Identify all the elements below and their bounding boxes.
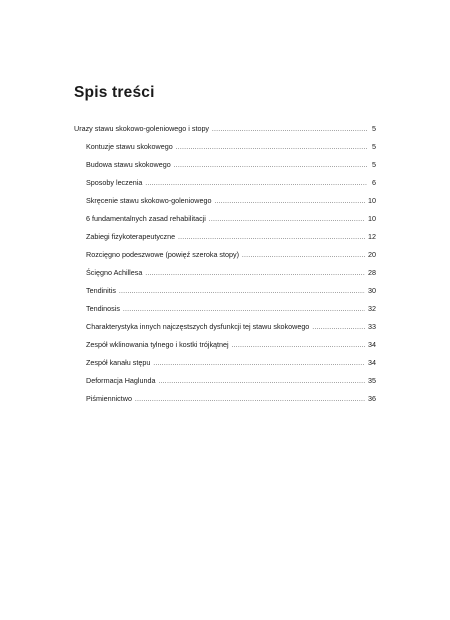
toc-entry[interactable] — [74, 125, 376, 143]
toc-entry[interactable] — [74, 305, 376, 323]
toc-entry-page-number: 36 — [368, 394, 376, 403]
toc-entry-page-number: 5 — [372, 160, 376, 169]
toc-entry-page-number: 34 — [368, 340, 376, 349]
toc-entry[interactable] — [74, 197, 376, 215]
toc-entry-label: Budowa stawu skokowego — [86, 160, 171, 169]
toc-entry-page-number: 12 — [368, 232, 376, 241]
toc-entry-page-number: 34 — [368, 358, 376, 367]
toc-entry[interactable] — [74, 269, 376, 287]
toc-entry-label: Skręcenie stawu skokowo-goleniowego — [86, 196, 212, 205]
toc-entry[interactable] — [74, 323, 376, 341]
toc-entry-page-number: 5 — [372, 124, 376, 133]
toc-entry-label: Urazy stawu skokowo-goleniowego i stopy — [74, 124, 210, 133]
toc-entry-page-number: 10 — [368, 196, 376, 205]
toc-entry-label: 6 fundamentalnych zasad rehabilitacji — [86, 214, 206, 223]
toc-entry-page-number: 30 — [368, 286, 376, 295]
toc-dot-leader — [159, 377, 365, 386]
page-title: Spis treści — [74, 84, 155, 101]
toc-entry[interactable] — [74, 395, 376, 413]
toc-dot-leader — [145, 179, 367, 188]
toc-entry[interactable] — [74, 215, 376, 233]
toc-entry-label: Sposoby leczenia — [86, 178, 143, 187]
toc-entry-label: Tendinosis — [86, 304, 120, 313]
toc-entry[interactable] — [74, 377, 376, 395]
toc-dot-leader — [176, 143, 367, 152]
toc-dot-leader — [123, 305, 365, 314]
toc-dot-leader — [212, 125, 367, 134]
toc-entry[interactable] — [74, 341, 376, 359]
toc-entry-label: Charakterystyka innych najczęstszych dysfunkcji tej stawu skokowego — [86, 322, 310, 331]
toc-entry-label: Zabiegi fizykoterapeutyczne — [86, 232, 176, 241]
toc-entry-label: Zespół kanału stępu — [86, 358, 151, 367]
toc-entry-page-number: 20 — [368, 250, 376, 259]
toc-entry-page-number: 10 — [368, 214, 376, 223]
toc-dot-leader — [312, 323, 365, 332]
toc-dot-leader — [209, 215, 365, 224]
toc-dot-leader — [174, 161, 367, 170]
toc-entry-page-number: 33 — [368, 322, 376, 331]
toc-dot-leader — [232, 341, 365, 350]
toc-entry[interactable] — [74, 233, 376, 251]
toc-dot-leader — [178, 233, 365, 242]
toc-entry-label: Tendinitis — [86, 286, 116, 295]
toc-dot-leader — [242, 251, 365, 260]
toc-entry-label: Kontuzje stawu skokowego — [86, 142, 173, 151]
toc-dot-leader — [214, 197, 365, 206]
toc-entry-page-number: 35 — [368, 376, 376, 385]
toc-entry-label: Rozcięgno podeszwowe (powięź szeroka stopy) — [86, 250, 240, 259]
toc-entry[interactable] — [74, 359, 376, 377]
toc-entry-page-number: 6 — [372, 178, 376, 187]
toc-entry-label: Zespół wklinowania tylnego i kostki trójkątnej — [86, 340, 229, 349]
table-of-contents — [74, 125, 376, 413]
toc-entry[interactable] — [74, 251, 376, 269]
toc-entry[interactable] — [74, 179, 376, 197]
toc-dot-leader — [145, 269, 365, 278]
toc-entry-page-number: 32 — [368, 304, 376, 313]
toc-entry-label: Piśmiennictwo — [86, 394, 132, 403]
toc-entry[interactable] — [74, 161, 376, 179]
toc-dot-leader — [119, 287, 365, 296]
toc-dot-leader — [153, 359, 365, 368]
toc-entry-label: Deformacja Haglunda — [86, 376, 156, 385]
toc-entry[interactable] — [74, 143, 376, 161]
toc-entry[interactable] — [74, 287, 376, 305]
toc-entry-page-number: 28 — [368, 268, 376, 277]
toc-entry-page-number: 5 — [372, 142, 376, 151]
toc-entry-label: Ścięgno Achillesa — [86, 268, 143, 277]
toc-dot-leader — [135, 395, 365, 404]
